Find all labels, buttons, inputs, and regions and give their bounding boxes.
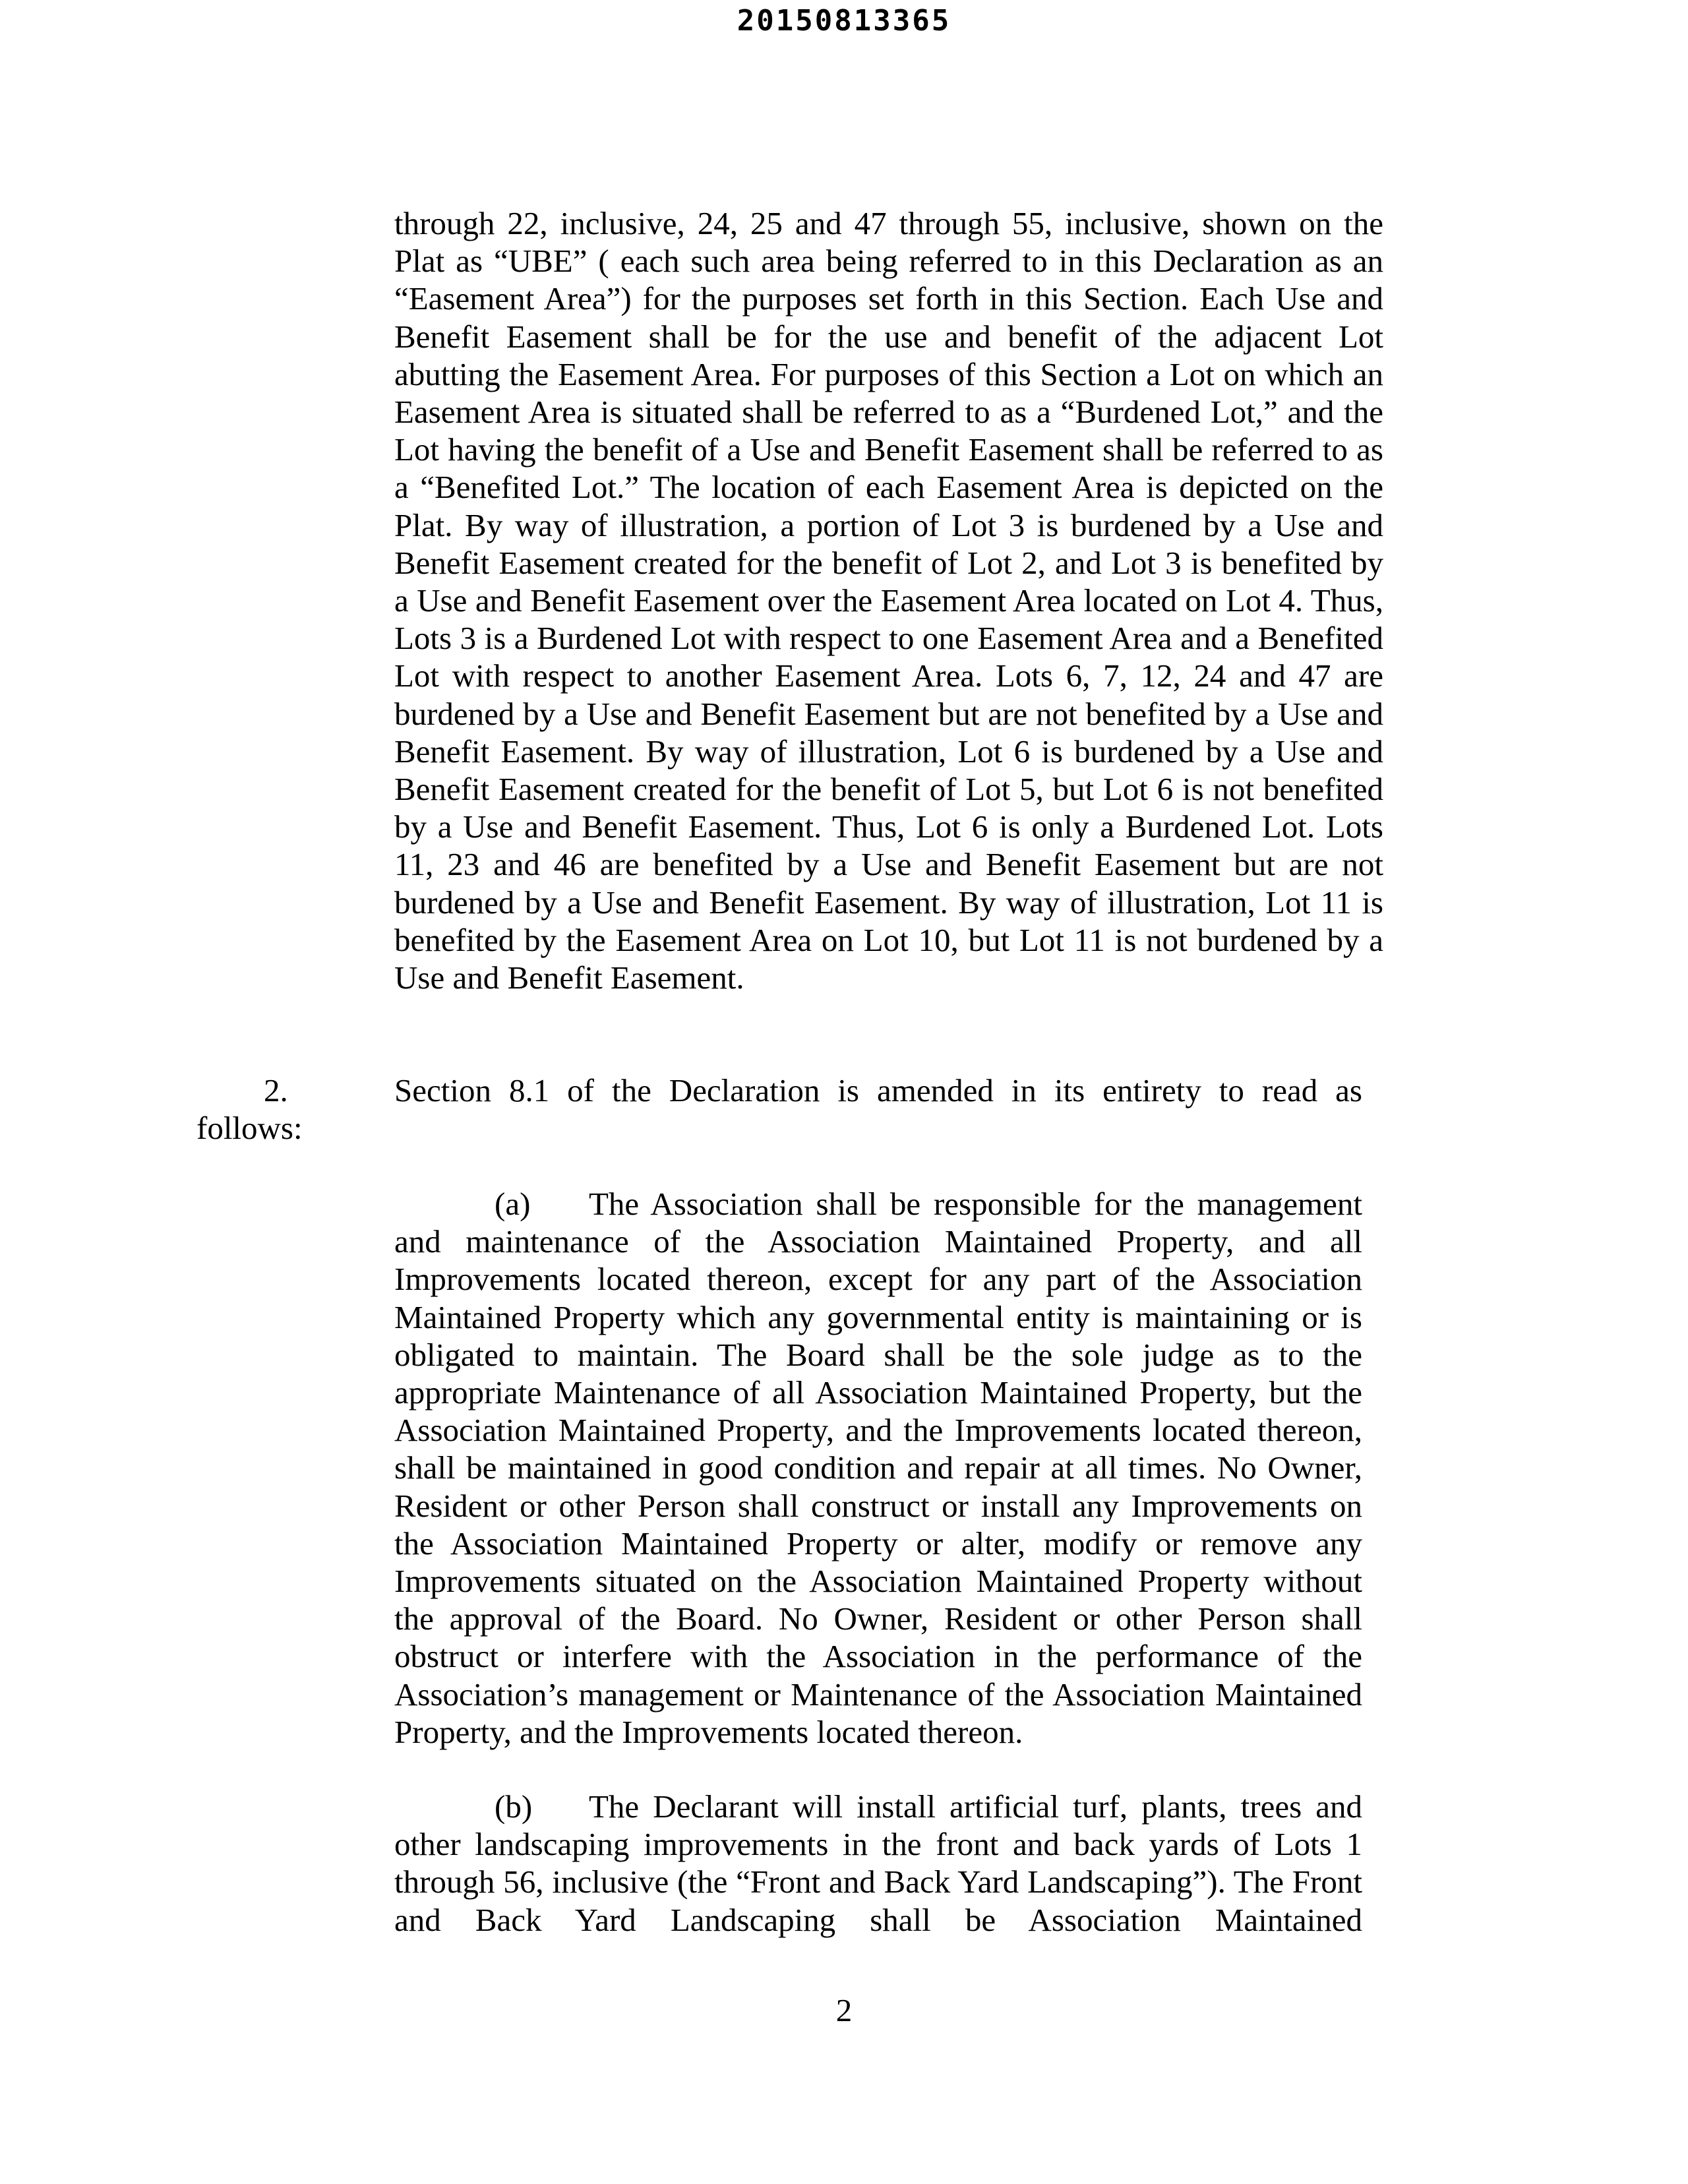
document-number: 20150813365 (737, 4, 951, 38)
section-number: 2. (264, 1072, 288, 1108)
section-heading-text: Section 8.1 of the Declaration is amended in its entirety to read as (394, 1072, 1362, 1108)
paragraph-continuation: through 22, inclusive, 24, 25 and 47 through 55, inclusive, shown on the Plat as “UBE” ( each such area being referred to in this Declaration as an “Easement Area”) for the purposes set forth in this Section. Each Use and Benefit Easement shall be for the use and benefit of the adjacent Lot abutting the Easement Area. For purposes of this Section a Lot on which an Easement Area is situated shall be referred to as a “Burdened Lot,” and the Lot having the benefit of a Use and Benefit Easement shall be referred to as a “Benefited Lot.” The location of each Easement Area is depicted on the Plat. By way of illustration, a portion of Lot 3 is burdened by a Use and Benefit Easement created for the benefit of Lot 2, and Lot 3 is benefited by a Use and Benefit Easement over the Easement Area located on Lot 4. Thus, Lots 3 is a Burdened Lot with respect to one Easement Area and a Benefited Lot with respect to another Easement Area. Lots 6, 7, 12, 24 and 47 are burdened by a Use and Benefit Easement but are not benefited by a Use and Benefit Easement. By way of illustration, Lot 6 is burdened by a Use and Benefit Easement created for the benefit of Lot 5, but Lot 6 is not benefited by a Use and Benefit Easement. Thus, Lot 6 is only a Burdened Lot. Lots 11, 23 and 46 are benefited by a Use and Benefit Easement but are not burdened by a Use and Benefit Easement. By way of illustration, Lot 11 is benefited by the Easement Area on Lot 10, but Lot 11 is not burdened by a Use and Benefit Easement. (394, 205, 1383, 996)
subsection-b-text: The Declarant will install artificial turf, plants, trees and other landscaping improvements in the front and back yards of Lots 1 through 56, inclusive (the “Front and Back Yard Landscaping”). The Front and Back Yard Landscaping shall be Association Maintained (394, 1788, 1362, 1938)
subsection-a (394, 1185, 1362, 1751)
subsection-b-label: (b) (495, 1788, 533, 1825)
subsection-a-label: (a) (495, 1186, 531, 1222)
subsection-b (394, 1788, 1362, 1939)
section-heading-continuation: follows: (196, 1110, 303, 1146)
subsection-a-text: The Association shall be responsible for the management and maintenance of the Association Maintained Property, and all Improvements located thereon, except for any part of the Association Maintained Property which any governmental entity is maintaining or is obligated to maintain. The Board shall be the sole judge as to the appropriate Maintenance of all Association Maintained Property, but the Association Maintained Property, and the Improvements located thereon, shall be maintained in good condition and repair at all times. No Owner, Resident or other Person shall construct or install any Improvements on the Association Maintained Property or alter, modify or remove any Improvements situated on the Association Maintained Property without the approval of the Board. No Owner, Resident or other Person shall obstruct or interfere with the Association in the performance of the Association’s management or Maintenance of the Association Maintained Property, and the Improvements located thereon. (394, 1186, 1362, 1750)
page-number: 2 (835, 1992, 853, 2028)
